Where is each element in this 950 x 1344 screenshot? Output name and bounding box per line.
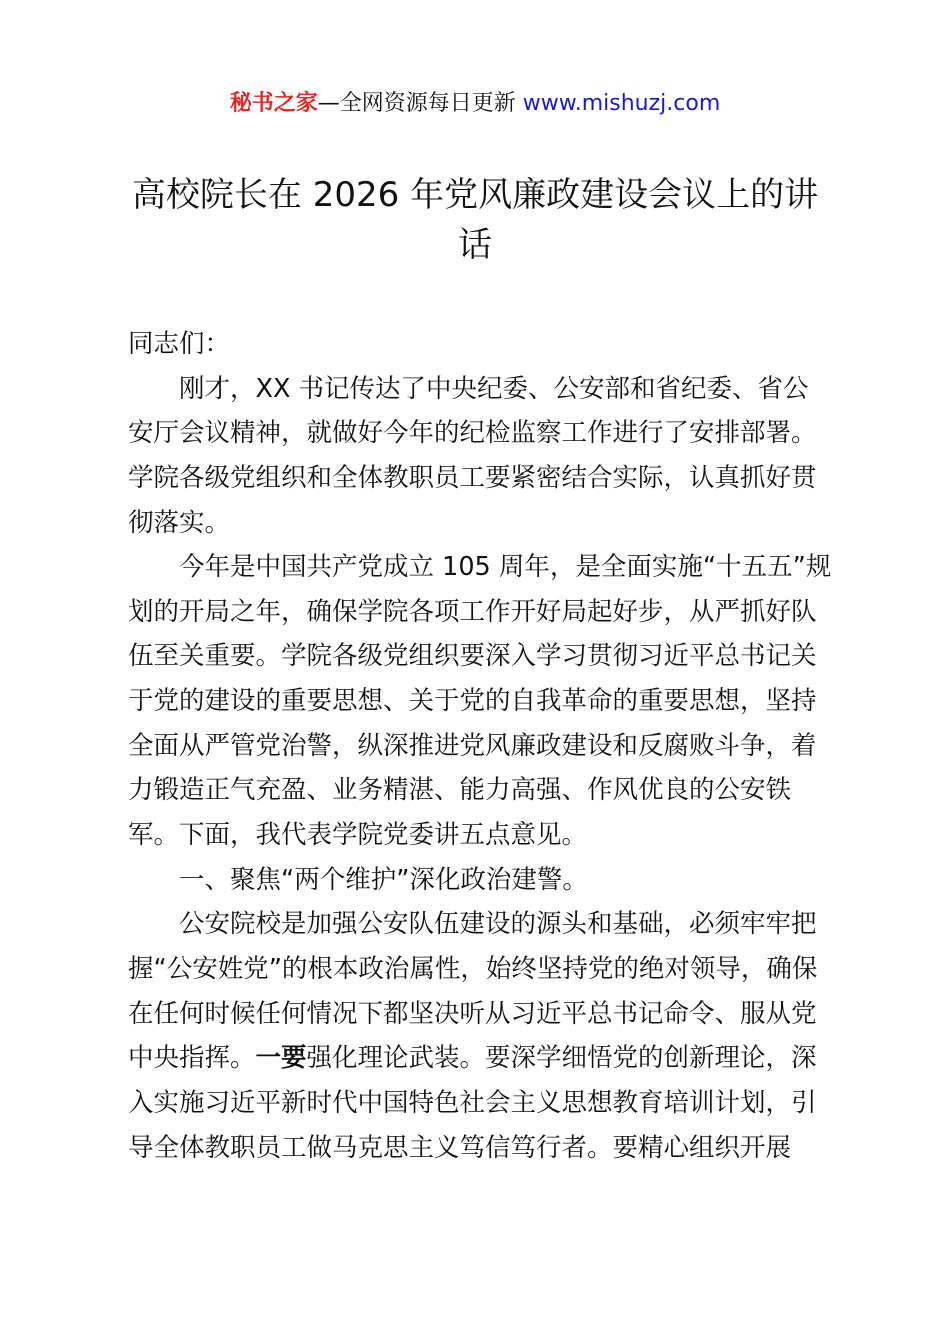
paragraph-line: 于党的建设的重要思想、关于党的自我革命的重要思想，坚持	[128, 686, 817, 717]
paragraph-line: 力锻造正气充盈、业务精湛、能力高强、作风优良的公安铁	[128, 775, 792, 806]
paragraph-text: 强化理论武装。要深学细悟党的创新理论，深	[306, 1043, 817, 1074]
section-heading: 一、聚焦“两个维护”深化政治建警。	[179, 864, 588, 895]
brand-name: 秘书之家	[229, 91, 318, 116]
paragraph-line: 公安院校是加强公安队伍建设的源头和基础，必须牢牢把	[179, 909, 817, 940]
paragraph-line: 今年是中国共产党成立 105 周年，是全面实施“十五五”规	[179, 552, 832, 583]
paragraph-line: 入实施习近平新时代中国特色社会主义思想教育培训计划，引	[128, 1087, 817, 1118]
paragraph-line: 伍至关重要。学院各级党组织要深入学习贯彻习近平总书记关	[128, 641, 817, 672]
paragraph-line: 刚才，XX 书记传达了中央纪委、公安部和省纪委、省公	[179, 373, 809, 404]
paragraph-line: 在任何时候任何情况下都坚决听从习近平总书记命令、服从党	[128, 998, 817, 1029]
title-line-1: 高校院长在 2026 年党风廉政建设会议上的讲	[131, 175, 819, 215]
title-line-2: 话	[458, 225, 492, 265]
paragraph-line: 导全体教职员工做马克思主义笃信笃行者。要精心组织开展	[128, 1132, 792, 1163]
paragraph-line: 全面从严管党治警，纵深推进党风廉政建设和反腐败斗争，着	[128, 730, 817, 761]
paragraph-line: 握“公安姓党”的根本政治属性，始终坚持党的绝对领导，确保	[128, 953, 818, 984]
document-title	[110, 170, 840, 270]
document-body	[128, 322, 848, 1170]
header-tagline: —全网资源每日更新	[317, 91, 516, 116]
bold-emphasis: 一要	[255, 1043, 307, 1074]
site-url-link[interactable]: www.mishuzj.com	[522, 91, 721, 116]
paragraph-line: 彻落实。	[128, 507, 231, 538]
paragraph-line: 划的开局之年，确保学院各项工作开好局起好步，从严抓好队	[128, 596, 817, 627]
paragraph-line: 军。下面，我代表学院党委讲五点意见。	[128, 820, 588, 851]
salutation: 同志们：	[128, 329, 231, 359]
site-header	[0, 86, 950, 122]
paragraph-line	[128, 1036, 848, 1081]
paragraph-line: 学院各级党组织和全体教职员工要紧密结合实际，认真抓好贯	[128, 462, 817, 493]
paragraph-text: 中央指挥。	[128, 1043, 256, 1074]
paragraph-line: 安厅会议精神，就做好今年的纪检监察工作进行了安排部署。	[128, 418, 817, 449]
